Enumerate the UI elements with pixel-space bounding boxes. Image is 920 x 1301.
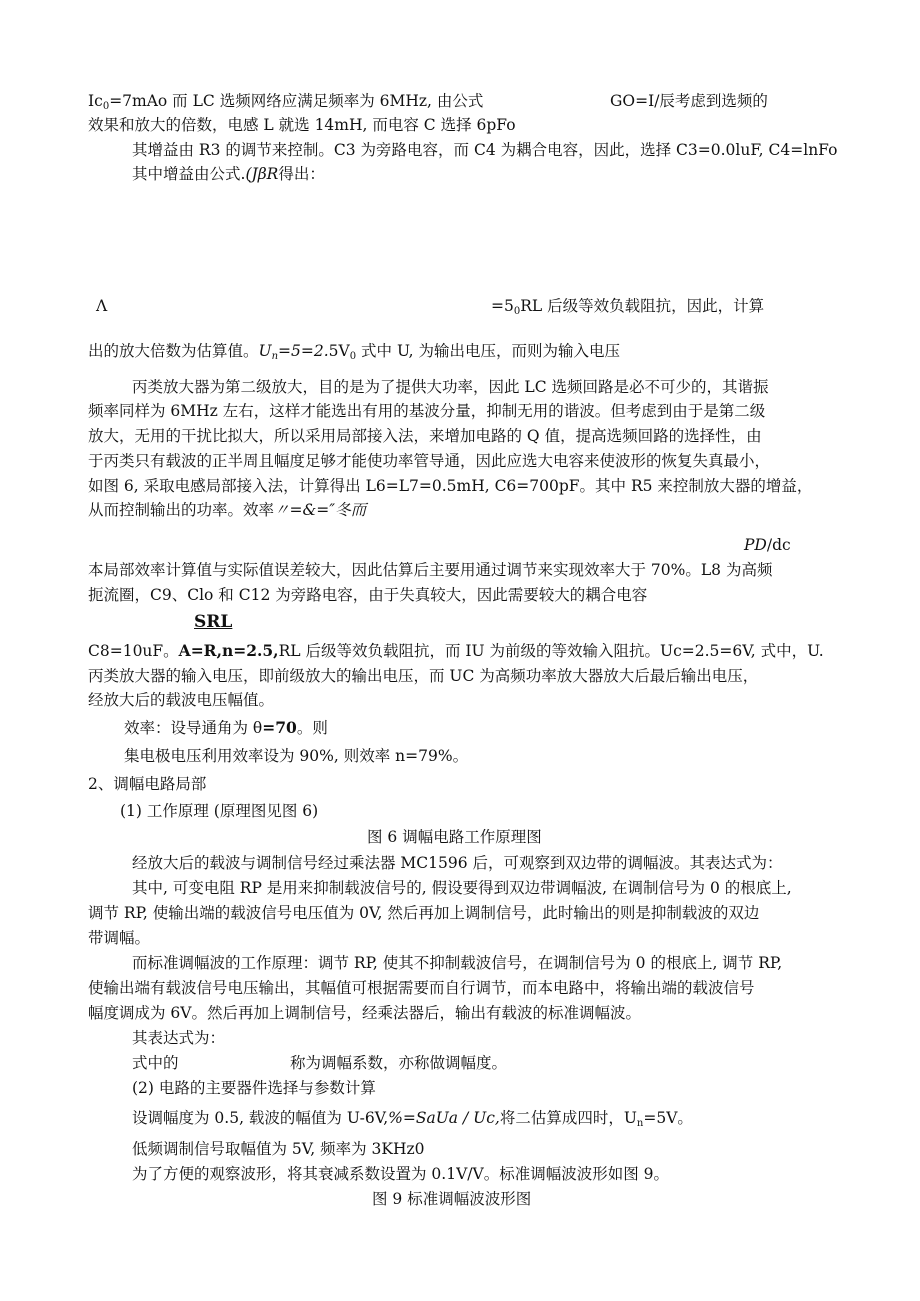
text-line: 经放大后的载波电压幅值。 bbox=[88, 691, 275, 709]
text-line: 其表达式为： bbox=[132, 1029, 226, 1047]
text-line: 效果和放大的倍数，电感 L 就选 14mH, 而电容 C 选择 6pFo bbox=[88, 116, 516, 134]
text-line: 带调幅。 bbox=[88, 929, 151, 947]
text-line: 其中, 可变电阻 RP 是用来抑制载波信号的, 假设要得到双边带调幅波, 在调制信号为 0 的根底上, bbox=[132, 879, 792, 897]
formula-text: 〃=&=″冬而 bbox=[274, 501, 367, 519]
formula-text: A=R,n=2.5, bbox=[178, 641, 279, 660]
formula-text: PD bbox=[744, 536, 767, 554]
text-line bbox=[88, 341, 620, 367]
text-run: 设调幅度为 0.5, 载波的幅值为 U-6V, bbox=[132, 1109, 389, 1127]
text-line: 扼流圈，C9、Clo 和 C12 为旁路电容，由于失真较大，因此需要较大的耦合电容 bbox=[88, 586, 648, 604]
text-line: 频率同样为 6MHz 左右，这样才能选出有用的基波分量，抑制无用的谐波。但考虑到由于是第二级 bbox=[88, 402, 766, 420]
text-run: 出的放大倍数为估算值。 bbox=[88, 342, 259, 360]
formula-heading: SRL bbox=[194, 612, 233, 632]
text-run: RL 后级等效负载阻抗，因此，计算 bbox=[520, 297, 765, 315]
text-line: 为了方便的观察波形，将其衰减系数设置为 0.1V/V。标准调幅波波形如图 9。 bbox=[132, 1165, 669, 1183]
subscript: 0 bbox=[102, 101, 110, 112]
text-line bbox=[88, 641, 824, 661]
text-line: 式中的 bbox=[132, 1054, 179, 1072]
text-line: 经放大后的载波与调制信号经过乘法器 MC1596 后，可观察到双边带的调幅波。其表达式为： bbox=[132, 854, 783, 872]
figure-caption: 图 9 标准调幅波波形图 bbox=[372, 1190, 532, 1208]
text-line: 丙类放大器的输入电压，即前级放大的输出电压，而 UC 为高频功率放大器放大后最后输出电压， bbox=[88, 667, 759, 685]
text-run: RL 后级等效负载阻抗，而 IU 为前级的等效输入阻抗。Uc=2.5=6V, 式中，U. bbox=[278, 642, 824, 660]
formula-text: =5=2. bbox=[278, 342, 329, 360]
subscript: n bbox=[271, 351, 279, 362]
text-run: 效率：设导通角为 θ bbox=[124, 719, 263, 737]
text-run: 。则 bbox=[296, 719, 328, 737]
text-line: 本局部效率计算值与实际值误差较大，因此估算后主要用通过调节来实现效率大于 70%。L8 为高频 bbox=[88, 561, 773, 579]
text-line: 幅度调成为 6V。然后再加上调制信号，经乘法器后，输出有载波的标准调幅波。 bbox=[88, 1004, 641, 1022]
formula-text: U bbox=[258, 342, 272, 360]
subsection-heading: (1) 工作原理 (原理图见图 6) bbox=[120, 802, 319, 820]
text-line bbox=[88, 500, 366, 520]
text-line: 而标准调幅波的工作原理：调节 RP, 使其不抑制载波信号，在调制信号为 0 的根底上, 调节 RP, bbox=[132, 954, 783, 972]
text-line bbox=[744, 535, 791, 555]
text-run: =5V。 bbox=[643, 1109, 693, 1127]
text-run: /dc bbox=[766, 536, 791, 554]
text-line: 丙类放大器为第二级放大，目的是为了提供大功率，因此 LC 选频回路是必不可少的，其谐振 bbox=[132, 378, 769, 396]
text-line bbox=[132, 164, 325, 184]
text-line: 使输出端有载波信号电压输出，其幅值可根据需要而自行调节，而本电路中，将输出端的载波信号 bbox=[88, 979, 755, 997]
text-line: 低频调制信号取幅值为 5V, 频率为 3KHz0 bbox=[132, 1140, 425, 1158]
text-run: C8=10uF。 bbox=[88, 642, 179, 660]
text-run: 5V bbox=[328, 342, 350, 360]
formula-text: (JβR bbox=[245, 165, 279, 183]
figure-caption: 图 6 调幅电路工作原理图 bbox=[367, 828, 542, 846]
subscript: 0 bbox=[349, 351, 357, 362]
section-heading: 2、调幅电路局部 bbox=[88, 775, 207, 793]
text-line bbox=[491, 296, 764, 322]
text-run: 从而控制输出的功率。效率 bbox=[88, 501, 275, 519]
subscript: n bbox=[636, 1118, 644, 1129]
text-run: 其中增益由公式. bbox=[132, 165, 246, 183]
text-line: GO=I/辰考虑到选频的 bbox=[610, 92, 768, 110]
text-line: 其增益由 R3 的调节来控制。C3 为旁路电容，而 C4 为耦合电容，因此，选择 C3=0.0luF, C4=lnFo bbox=[132, 141, 838, 159]
text-run: Ic bbox=[88, 92, 103, 110]
text-line: 放大，无用的干扰比拟大，所以采用局部接入法，来增加电路的 Q 值，提高选频回路的选择性，由 bbox=[88, 427, 762, 445]
text-run: =5 bbox=[491, 297, 514, 315]
text-line: 于丙类只有载波的正半周且幅度足够才能使功率管导通，因此应选大电容来使波形的恢复失真最小， bbox=[88, 452, 771, 470]
formula-symbol: Λ bbox=[96, 297, 108, 315]
formula-text: =70 bbox=[262, 718, 297, 737]
text-line bbox=[132, 1108, 693, 1134]
text-line: 集电极电压利用效率设为 90%, 则效率 n=79%。 bbox=[124, 747, 469, 765]
subscript: 0 bbox=[513, 306, 521, 317]
text-line bbox=[124, 718, 328, 738]
subsection-heading: (2) 电路的主要器件选择与参数计算 bbox=[132, 1079, 376, 1097]
text-run: 式中 U, 为输出电压，而则为输入电压 bbox=[356, 342, 620, 360]
text-run: 将二估算成四时，U bbox=[499, 1109, 637, 1127]
formula-text: %=SaUa / Uc, bbox=[388, 1109, 500, 1127]
text-line: 称为调幅系数，亦称做调幅度。 bbox=[290, 1054, 508, 1072]
text-line bbox=[88, 91, 483, 117]
text-line: 调节 RP, 使输出端的载波信号电压值为 0V, 然后再加上调制信号，此时输出的则是抑制载波的双边 bbox=[88, 904, 760, 922]
text-run: =7mAo 而 LC 选频网络应满足频率为 6MHz, 由公式 bbox=[109, 92, 484, 110]
text-line: 如图 6, 采取电感局部接入法，计算得出 L6=L7=0.5mH, C6=700pF。其中 R5 来控制放大器的增益， bbox=[88, 477, 813, 495]
text-run: 得出： bbox=[278, 165, 325, 183]
